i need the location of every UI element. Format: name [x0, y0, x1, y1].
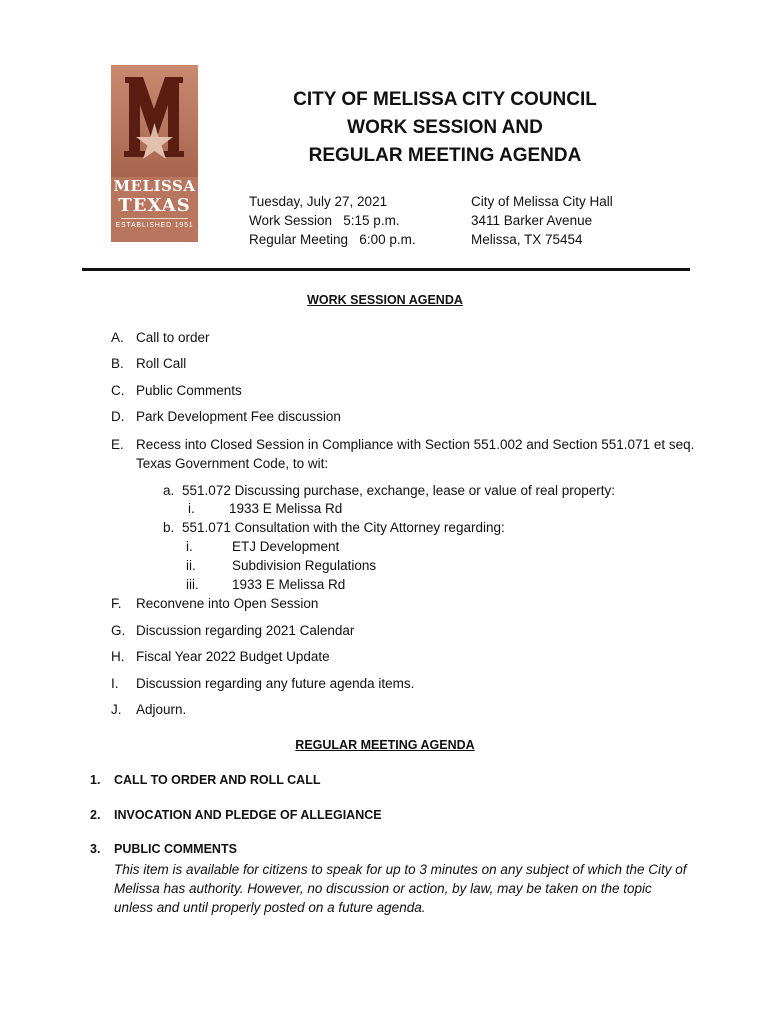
- item-marker: C.: [111, 383, 125, 398]
- sub-marker: a.: [163, 483, 175, 498]
- work-session-time: Work Session 5:15 p.m.: [249, 213, 400, 228]
- city-logo: [111, 65, 198, 242]
- meeting-location: [471, 192, 613, 249]
- title-line-1: CITY OF MELISSA CITY COUNCIL: [293, 89, 597, 110]
- closed-session-item-b-iii-text: 1933 E Melissa Rd: [232, 577, 346, 592]
- item-number: 2.: [90, 808, 101, 822]
- meeting-date: Tuesday, July 27, 2021: [249, 194, 388, 209]
- regular-meeting-heading: REGULAR MEETING AGENDA: [295, 738, 475, 752]
- item-text: PUBLIC COMMENTS: [114, 842, 237, 856]
- logo-line-texas: TEXAS: [118, 195, 191, 216]
- title-line-3: REGULAR MEETING AGENDA: [308, 145, 582, 166]
- closed-session-item-a-i-text: 1933 E Melissa Rd: [229, 501, 343, 516]
- item-text: Park Development Fee discussion: [136, 409, 341, 424]
- sub-text: 551.071 Consultation with the City Attorney regarding:: [182, 520, 505, 535]
- item-text: INVOCATION AND PLEDGE OF ALLEGIANCE: [114, 808, 382, 822]
- sub-marker: i.: [188, 501, 195, 516]
- sub-text: 551.072 Discussing purchase, exchange, lease or value of real property:: [182, 483, 616, 498]
- item-marker: H.: [111, 649, 125, 664]
- logo-divider: [121, 218, 188, 219]
- closed-session-item-b-i: i.: [186, 539, 193, 554]
- item-text: Call to order: [136, 330, 210, 345]
- item-text: CALL TO ORDER AND ROLL CALL: [114, 773, 321, 787]
- item-marker: D.: [111, 409, 125, 424]
- item-marker: E.: [111, 437, 124, 452]
- public-comments-note: This item is available for citizens to speak for up to 3 minutes on any subject of which the City of Melissa has authority. However, no discussion or action, by law, may be taken on the topic unless and until properly posted on a future agenda.: [114, 862, 687, 915]
- closed-session-item-a: [163, 481, 615, 500]
- venue-name: City of Melissa City Hall: [471, 194, 613, 209]
- sub-marker: b.: [163, 520, 175, 535]
- item-marker: B.: [111, 356, 124, 371]
- item-text: Public Comments: [136, 383, 242, 398]
- star-m-emblem-icon: [111, 65, 198, 177]
- item-number: 3.: [90, 842, 101, 856]
- regular-meeting-time: Regular Meeting 6:00 p.m.: [249, 232, 416, 247]
- venue-city: Melissa, TX 75454: [471, 232, 583, 247]
- closed-session-item-b-iii: iii.: [186, 577, 199, 592]
- item-text: Adjourn.: [136, 702, 187, 717]
- item-text: Discussion regarding 2021 Calendar: [136, 623, 355, 638]
- logo-line-melissa: MELISSA: [113, 177, 196, 195]
- closed-session-item-b-ii-text: Subdivision Regulations: [232, 558, 377, 573]
- closed-session-item-b-i-text: ETJ Development: [232, 539, 340, 554]
- item-text: Reconvene into Open Session: [136, 596, 319, 611]
- item-marker: A.: [111, 330, 124, 345]
- closed-session-item-b: [163, 518, 505, 537]
- document-title: [230, 86, 660, 170]
- item-text: Recess into Closed Session in Compliance with Section 551.002 and Section 551.071 et seq. Texas Government Code, to wit:: [136, 437, 695, 471]
- item-marker: F.: [111, 596, 122, 611]
- item-text: Fiscal Year 2022 Budget Update: [136, 649, 330, 664]
- venue-address: 3411 Barker Avenue: [471, 213, 593, 228]
- item-marker: I.: [111, 676, 119, 691]
- item-text: Discussion regarding any future agenda items.: [136, 676, 415, 691]
- item-number: 1.: [90, 773, 101, 787]
- title-line-2: WORK SESSION AND: [347, 117, 543, 138]
- item-text: Roll Call: [136, 356, 187, 371]
- work-session-heading: WORK SESSION AGENDA: [307, 293, 463, 307]
- item-marker: J.: [111, 702, 122, 717]
- closed-session-item-b-ii: ii.: [186, 558, 196, 573]
- closed-session-item-a-i: [188, 499, 195, 518]
- logo-line-established: ESTABLISHED 1951: [115, 222, 194, 229]
- meeting-times: [249, 192, 416, 249]
- header-divider: [82, 268, 690, 271]
- item-marker: G.: [111, 623, 126, 638]
